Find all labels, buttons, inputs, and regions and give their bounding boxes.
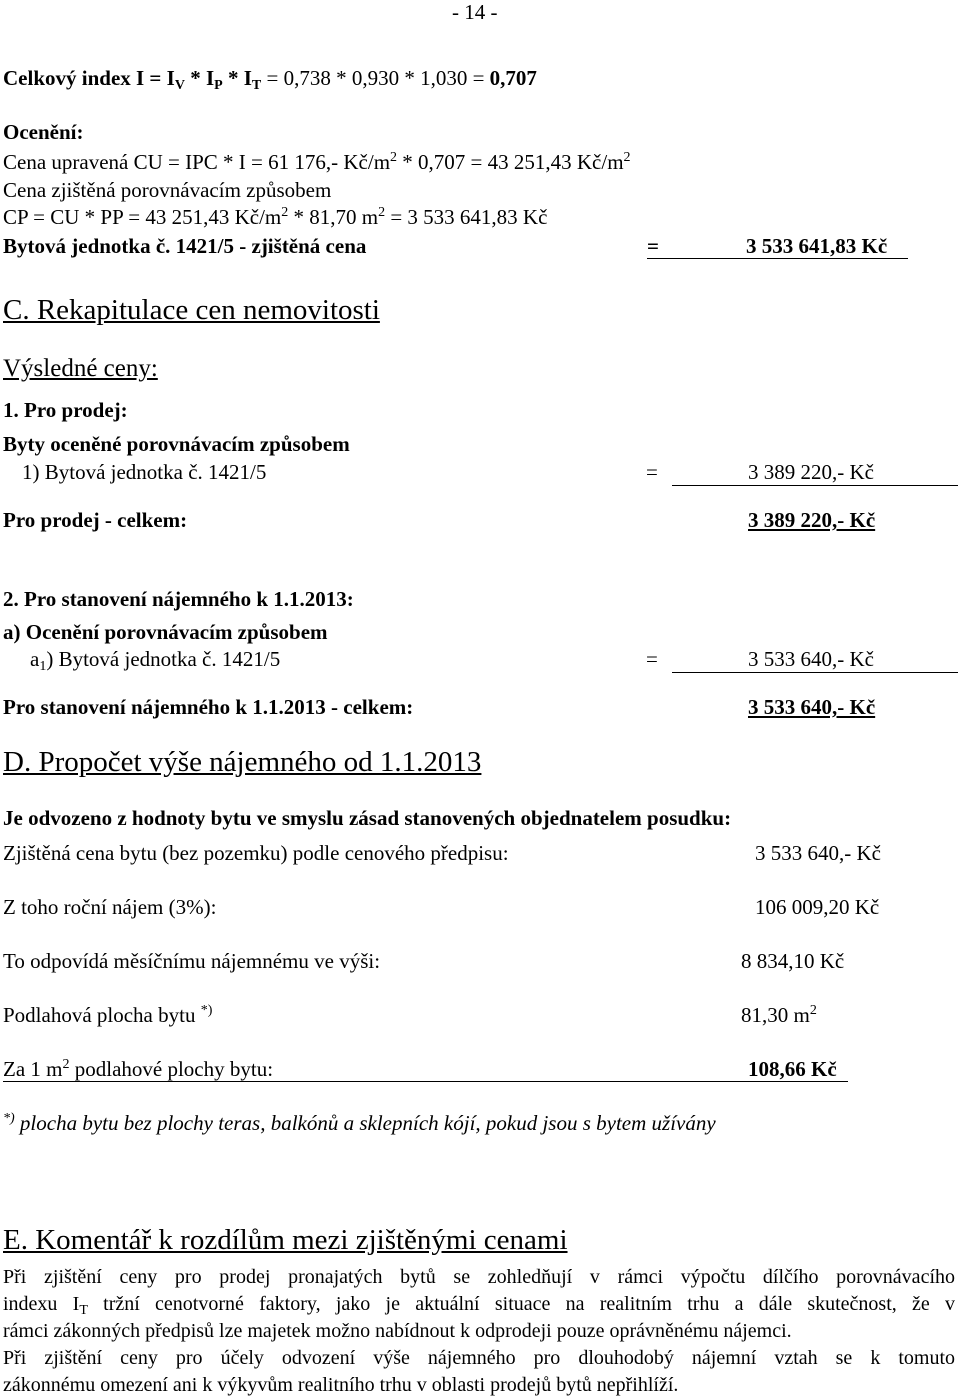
comment-line: indexu $I_T$ tržní cenotvorné faktory, jako je aktuální situace na realitním trhu a dále skutečnost, že v: [3, 1293, 956, 1318]
sale-item-value: 3 389 220,- Kč: [748, 460, 874, 484]
sale-heading: 1. Pro prodej:: [3, 398, 128, 422]
footnote-marker: *): [200, 1003, 213, 1018]
rent-item-label: $a_1$) Bytová jednotka č. 1421/5: [30, 647, 281, 674]
section-d-title: D. Propočet výše nájemného od 1.1.2013: [3, 746, 482, 778]
rent-item-equals: =: [646, 647, 658, 671]
comment-line: zákonnému omezení ani k výkyvům realitního trhu v oblasti prodejů bytů nepřihlíží.: [3, 1374, 679, 1396]
per-m2-label: Za 1 $m^2$ podlahové plochy bytu:: [3, 1057, 274, 1081]
sale-total-label: Pro prodej - celkem:: [3, 508, 188, 532]
price-row-label: Zjištěná cena bytu (bez pozemku) podle cenového předpisu:: [3, 841, 509, 865]
rent-total-label: Pro stanovení nájemného k 1.1.2013 - celkem:: [3, 695, 414, 719]
total-index-result: 0,707: [489, 66, 537, 90]
rent-item-underline: [672, 672, 958, 673]
section-c-title: C. Rekapitulace cen nemovitosti: [3, 294, 380, 326]
rent-item-value: 3 533 640,- Kč: [748, 647, 874, 671]
unit-price-equals: =: [647, 234, 659, 258]
total-index-line: Celkový index $I = I_V * I_P * I_T = 0,738 * 0,930 * 1,030 = 0,707$: [3, 66, 537, 93]
comparison-price-label: Cena zjištěná porovnávacím způsobem: [3, 178, 332, 202]
comment-line: rámci zákonných předpisů lze majetek možno nabídnout k odprodeji pouze oprávněnému nájemci.: [3, 1320, 792, 1342]
monthly-rent-value: 8 834,10 Kč: [741, 949, 845, 973]
unit-price-underline: [647, 258, 908, 259]
floor-area-value: 81,30 $m^2$: [741, 1003, 817, 1027]
rent-group-label: a) Ocenění porovnávacím způsobem: [3, 620, 328, 644]
sale-group-label: Byty oceněné porovnávacím způsobem: [3, 432, 350, 456]
adjusted-price-line: Cena upravená CU = IPC * I = 61 176,- $Kč/m^2 * 0,707 = 43$ 251,43 $Kč/m^2$: [3, 150, 631, 174]
section-d-intro: Je odvozeno z hodnoty bytu ve smyslu zásad stanovených objednatelem posudku:: [3, 806, 732, 830]
rent-heading: 2. Pro stanovení nájemného k 1.1.2013:: [3, 587, 354, 611]
unit-price-label: Bytová jednotka č. 1421/5 - zjištěná cena: [3, 234, 367, 258]
sale-total-value: 3 389 220,- Kč: [748, 508, 876, 532]
comment-line: Při zjištění ceny pro prodej pronajatých bytů se zohledňují v rámci výpočtu dílčího porovnávacího: [3, 1266, 955, 1288]
comparison-price-formula: CP = CU * PP = 43 251,43 $Kč/m^2 * 81,70$ $m^2 = 3$ 533 641,83 Kč: [3, 205, 548, 229]
price-row-value: 3 533 640,- Kč: [755, 841, 881, 865]
sale-item-label: 1) Bytová jednotka č. 1421/5: [22, 460, 267, 484]
page-number: - 14 -: [452, 0, 498, 24]
unit-price-value: 3 533 641,83 Kč: [746, 234, 888, 258]
annual-rent-value: 106 009,20 Kč: [755, 895, 880, 919]
valuation-heading: Ocenění:: [3, 120, 84, 144]
annual-rent-label: Z toho roční nájem (3%):: [3, 895, 217, 919]
section-e-title: E. Komentář k rozdílům mezi zjištěnými cenami: [3, 1224, 568, 1256]
sale-item-underline: [672, 485, 958, 486]
monthly-rent-label: To odpovídá měsíčnímu nájemnému ve výši:: [3, 949, 381, 973]
per-m2-underline: [3, 1081, 848, 1082]
per-m2-value: 108,66 Kč: [748, 1057, 837, 1081]
footnote: *) plocha bytu bez plochy teras, balkónů a sklepních kójí, pokud jsou s bytem užívány: [3, 1111, 716, 1135]
comment-line: Při zjištění ceny pro účely odvození výše nájemného pro dlouhodobý nájemní vztah se k tomuto: [3, 1347, 955, 1369]
rent-total-value: 3 533 640,- Kč: [748, 695, 876, 719]
section-c-subtitle: Výsledné ceny:: [3, 355, 158, 382]
sale-item-equals: =: [646, 460, 658, 484]
floor-area-label: Podlahová plocha bytu *): [3, 1003, 213, 1027]
